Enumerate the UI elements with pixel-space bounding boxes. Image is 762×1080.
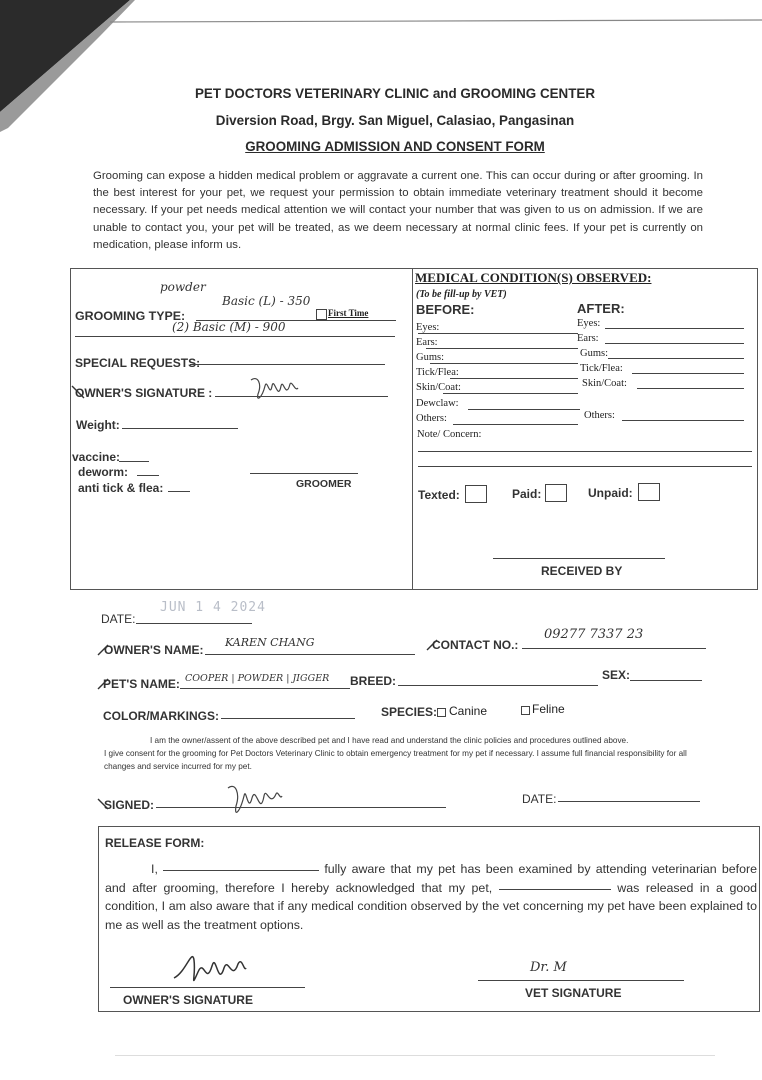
paid-checkbox[interactable] <box>545 484 567 502</box>
color-markings-line[interactable] <box>221 718 355 719</box>
texted-checkbox[interactable] <box>465 485 487 503</box>
owner-signature-scribble <box>248 372 300 412</box>
after-label: AFTER: <box>577 301 625 316</box>
before-row-line[interactable] <box>430 363 578 364</box>
before-row-label: Tick/Flea: <box>416 367 459 378</box>
signed-label: SIGNED: <box>104 798 155 812</box>
owner-signature-line[interactable] <box>215 396 388 397</box>
contact-line[interactable] <box>522 648 706 649</box>
antitick-label: anti tick & flea: <box>78 481 164 495</box>
signed-line[interactable] <box>156 807 446 808</box>
note-line-1[interactable] <box>418 451 752 452</box>
before-row-label: Dewclaw: <box>416 398 459 409</box>
handwritten-owner-name: KAREN CHANG <box>225 636 315 649</box>
release-form-title: RELEASE FORM: <box>105 836 205 850</box>
after-row-label: Ears: <box>577 333 599 344</box>
first-time-label: First Time <box>328 308 369 318</box>
first-time-checkbox[interactable] <box>316 309 327 320</box>
before-row-line[interactable] <box>418 333 578 334</box>
after-row-line[interactable] <box>637 388 744 389</box>
before-row-label: Gums: <box>416 352 445 363</box>
before-row-line[interactable] <box>426 348 578 349</box>
unpaid-label: Unpaid: <box>588 486 633 500</box>
after-row-line[interactable] <box>605 328 744 329</box>
release-text-1: I, <box>151 862 158 876</box>
after-row-label: Eyes: <box>577 318 601 329</box>
before-label: BEFORE: <box>416 302 475 317</box>
medical-condition-title: MEDICAL CONDITION(S) OBSERVED: <box>415 270 652 285</box>
handwritten-contact: 09277 7337 23 <box>544 627 644 642</box>
deworm-line[interactable] <box>137 475 159 476</box>
clinic-address: Diversion Road, Brgy. San Miguel, Calasiao, Pangasinan <box>215 113 575 128</box>
consent-date-line[interactable] <box>558 801 700 802</box>
vet-signature-label: VET SIGNATURE <box>525 986 622 1000</box>
before-row-label: Others: <box>416 413 447 424</box>
consent-date-label: DATE: <box>522 792 557 806</box>
groomer-signature-line[interactable] <box>250 473 358 474</box>
intro-paragraph: Grooming can expose a hidden medical problem or aggravate a current one. This can occur during or after grooming. In the best interest for your pet, we request your permission to obtain immediate veterinary treatment should it become necessary. If your pet needs medical attention we will contact your number that was given to us on admission. If we are unable to contact you, your pet will be treated, as we deem necessary at normal clinic fees. If your pet is currently on medication, please inform us. <box>93 170 703 251</box>
form-title: GROOMING ADMISSION AND CONSENT FORM <box>245 139 545 154</box>
clinic-name: PET DOCTORS VETERINARY CLINIC and GROOMING CENTER <box>194 86 595 101</box>
consent-line-1: I am the owner/assent of the above described pet and I have read and understand the clinic policies and procedures outlined above. <box>150 736 629 745</box>
before-row-label: Skin/Coat: <box>416 382 461 393</box>
after-row-line[interactable] <box>608 358 744 359</box>
release-owner-blank[interactable] <box>163 870 319 871</box>
release-paragraph <box>105 860 757 934</box>
before-row-label: Eyes: <box>416 322 440 333</box>
pet-name-line[interactable] <box>180 688 350 689</box>
vaccine-label: vaccine: <box>72 450 121 464</box>
after-row-label: Others: <box>584 410 615 421</box>
vet-signature-line[interactable] <box>478 980 684 981</box>
signed-signature-scribble <box>224 778 284 828</box>
consent-line-2: I give consent for the grooming for Pet Doctors Veterinary Clinic to obtain emergency treatment for my pet if necessary. I assume full financial responsibility for all changes and service incurred for my pet. <box>104 749 687 771</box>
special-requests-label: SPECIAL REQUESTS: <box>75 356 201 370</box>
owner-name-line[interactable] <box>205 654 415 655</box>
color-markings-label: COLOR/MARKINGS: <box>103 709 219 723</box>
after-row-line[interactable] <box>622 420 744 421</box>
after-row-label: Tick/Flea: <box>580 363 623 374</box>
handwritten-powder: powder <box>160 280 206 294</box>
handwritten-vet-initials: Dr. M <box>530 960 567 975</box>
groomer-label: GROOMER <box>296 478 352 490</box>
date-stamp: JUN 1 4 2024 <box>160 600 266 615</box>
sex-label: SEX: <box>602 668 631 682</box>
vet-fillup-note: (To be fill-up by VET) <box>416 289 507 300</box>
release-text-2: fully aware that my pet has been examined by attending veterinarian before and after grooming, therefore I hereby acknowledged that my pet, <box>105 862 757 895</box>
signed-check-icon <box>96 797 110 811</box>
special-requests-line[interactable] <box>190 364 385 365</box>
breed-line[interactable] <box>398 685 598 686</box>
weight-label: Weight: <box>76 418 120 432</box>
weight-line[interactable] <box>122 428 238 429</box>
owner-name-label: OWNER'S NAME: <box>104 643 204 657</box>
grooming-type-label: GROOMING TYPE: <box>75 309 186 323</box>
handwritten-grooming-line1: Basic (L) - 350 <box>222 294 311 308</box>
feline-checkbox[interactable] <box>521 706 530 715</box>
release-pet-blank[interactable] <box>499 889 611 890</box>
before-row-line[interactable] <box>453 424 578 425</box>
received-by-line[interactable] <box>493 558 665 559</box>
handwritten-grooming-line2: (2) Basic (M) - 900 <box>172 320 286 334</box>
species-label: SPECIES: <box>381 705 438 719</box>
owner-name-check-icon <box>96 643 110 657</box>
handwritten-pet-names: COOPER | POWDER | JIGGER <box>185 673 330 684</box>
pet-name-check-icon <box>96 677 110 691</box>
breed-label: BREED: <box>350 674 397 688</box>
release-owner-signature-scribble <box>172 942 248 998</box>
vaccine-line[interactable] <box>119 461 149 462</box>
check-mark-icon <box>70 384 86 400</box>
canine-checkbox[interactable] <box>437 708 446 717</box>
after-row-label: Skin/Coat: <box>582 378 627 389</box>
contact-label: CONTACT NO.: <box>432 638 519 652</box>
date-label: DATE: <box>101 612 136 626</box>
grooming-type-line-2 <box>75 336 395 337</box>
release-owner-signature-label: OWNER'S SIGNATURE <box>123 993 253 1007</box>
before-row-line[interactable] <box>443 393 578 394</box>
before-row-line[interactable] <box>450 378 578 379</box>
before-row-line[interactable] <box>468 409 580 410</box>
note-line-2[interactable] <box>418 466 752 467</box>
box-divider <box>412 268 413 589</box>
before-row-label: Ears: <box>416 337 438 348</box>
sex-line[interactable] <box>630 680 702 681</box>
release-text-3: was released in a good condition, I am also aware that if any medical condition observed by the vet concerning my pet have been explained to me as well as the treatment options. <box>105 880 758 932</box>
deworm-label: deworm: <box>78 465 129 479</box>
received-by-label: RECEIVED BY <box>541 564 623 578</box>
after-row-line[interactable] <box>632 373 744 374</box>
note-concern-label: Note/ Concern: <box>417 429 482 440</box>
texted-label: Texted: <box>418 488 460 502</box>
antitick-line[interactable] <box>168 491 190 492</box>
page-bottom-line <box>115 1055 715 1056</box>
paid-label: Paid: <box>512 487 542 501</box>
after-row-line[interactable] <box>605 343 744 344</box>
canine-label: Canine <box>449 704 488 718</box>
owner-signature-label: OWNER'S SIGNATURE : <box>75 386 213 400</box>
contact-check-icon <box>425 638 439 652</box>
feline-label: Feline <box>532 702 565 716</box>
unpaid-checkbox[interactable] <box>638 483 660 501</box>
after-row-label: Gums: <box>580 348 609 359</box>
pet-name-label: PET'S NAME: <box>103 677 180 691</box>
date-line[interactable] <box>136 623 252 624</box>
